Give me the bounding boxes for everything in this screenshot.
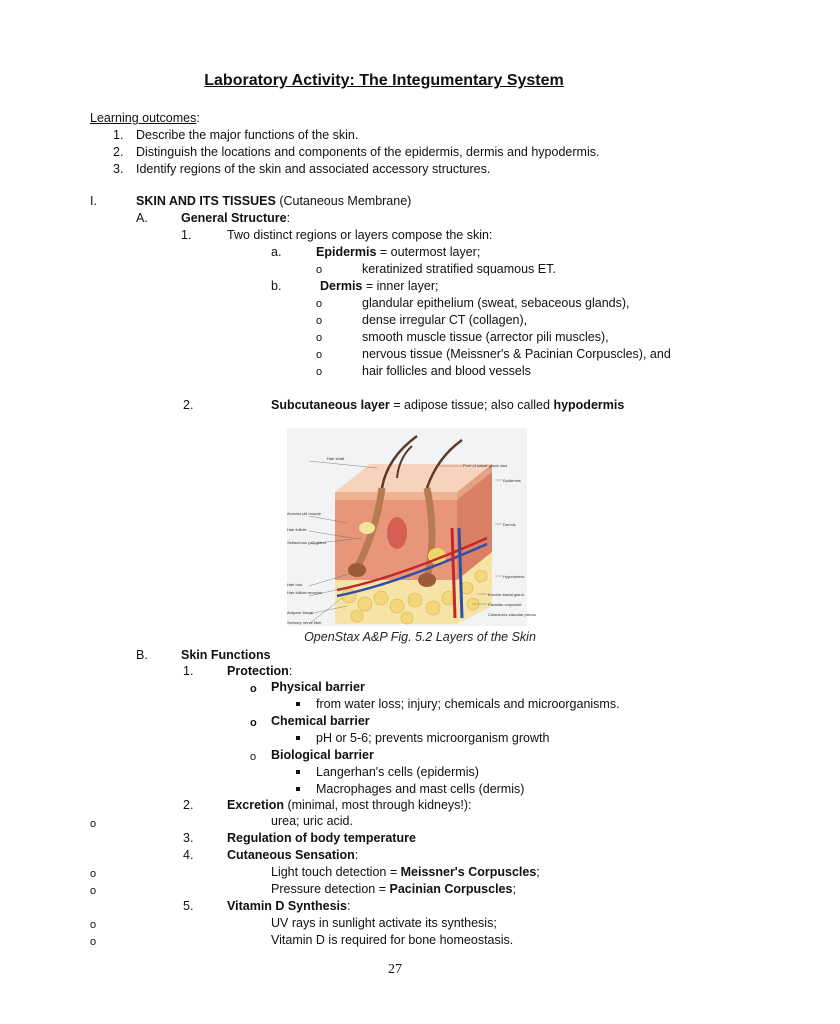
bullet-text: hair follicles and blood vessels [362,364,531,378]
square-bullet [296,770,300,774]
figure-label: Pacinian corpuscle [488,602,522,607]
figure-label: Sensory nerve fiber [287,620,322,625]
bullet-text: glandular epithelium (sweat, sebaceous glands), [362,296,630,310]
figure-label: Epidermis [503,478,521,483]
outcome-text: Identify regions of the skin and associated accessory structures. [136,162,491,176]
figure-label: Arrector pili muscle [287,511,322,516]
bullet-text: keratinized stratified squamous ET. [362,262,556,276]
bullet-circle: o [250,683,257,695]
epidermis-line: Epidermis = outermost layer; [316,245,481,259]
bullet-text: Macrophages and mast cells (dermis) [316,782,525,796]
bullet-circle: o [250,751,257,763]
function-excretion: Excretion (minimal, most through kidneys!): [227,798,472,812]
bullet-text: nervous tissue (Meissner's & Pacinian Corpuscles), and [362,347,671,361]
physical-barrier: Physical barrier [271,680,365,694]
bullet-text: Pressure detection = Pacinian Corpuscles; [271,882,516,896]
bullet-text: from water loss; injury; chemicals and microorganisms. [316,697,620,711]
section-heading: SKIN AND ITS TISSUES (Cutaneous Membrane) [136,194,412,208]
subsection-heading: General Structure: [181,211,291,225]
function-num: 5. [183,899,194,913]
figure-label: Adipose tissue [287,610,314,615]
function-vitamin-d: Vitamin D Synthesis: [227,899,351,913]
page-number: 27 [388,962,402,977]
bullet-text: Light touch detection = Meissner's Corpuscles; [271,865,540,879]
figure-label: Hair root [287,582,303,587]
function-num: 4. [183,848,194,862]
bullet-circle: o [250,717,257,729]
item-num: 2. [183,398,194,412]
figure-label: Eccrine sweat gland [488,592,524,597]
figure-label: Hair shaft [327,456,345,461]
outcome-num: 3. [113,162,124,176]
bullet-circle: o [90,919,97,931]
function-sensation: Cutaneous Sensation: [227,848,359,862]
subsection-letter: A. [136,211,148,225]
bullet-text: Langerhan's cells (epidermis) [316,765,479,779]
bullet-circle: o [316,298,323,310]
outcome-text: Distinguish the locations and components of the epidermis, dermis and hypodermis. [136,145,600,159]
dermis-line: Dermis = inner layer; [320,279,439,293]
item-letter: a. [271,245,282,259]
function-temperature: Regulation of body temperature [227,831,416,845]
bullet-circle: o [316,366,323,378]
subsection-heading: Skin Functions [181,648,271,662]
subsection-letter: B. [136,648,148,662]
bullet-text: UV rays in sunlight activate its synthesis; [271,916,497,930]
function-num: 2. [183,798,194,812]
page-title: Laboratory Activity: The Integumentary System [204,72,564,89]
item-text: Two distinct regions or layers compose the skin: [227,228,493,242]
bullet-text: dense irregular CT (collagen), [362,313,528,327]
figure-label: Hair follicle receptor [287,590,323,595]
bullet-text: pH or 5-6; prevents microorganism growth [316,731,550,745]
square-bullet [296,702,300,706]
skin-layers-figure [287,428,537,626]
function-protection: Protection: [227,664,293,678]
function-num: 1. [183,664,194,678]
bullet-circle: o [90,818,97,830]
figure-label: Cutaneous vascular plexus [488,612,537,617]
bullet-circle: o [316,349,323,361]
chemical-barrier: Chemical barrier [271,714,370,728]
bullet-circle: o [90,885,97,897]
figure-label: Pore of sweat gland duct [463,463,508,468]
learning-outcomes-heading: Learning outcomes: [90,111,200,125]
bullet-circle: o [316,264,323,276]
section-number: I. [90,194,97,208]
outcome-num: 2. [113,145,124,159]
bullet-circle: o [90,936,97,948]
bullet-text: urea; uric acid. [271,814,353,828]
bullet-circle: o [316,332,323,344]
bullet-text: smooth muscle tissue (arrector pili muscles), [362,330,609,344]
figure-label: Dermis [503,522,516,527]
item-num: 1. [181,228,192,242]
function-num: 3. [183,831,194,845]
bullet-circle: o [316,315,323,327]
outcome-num: 1. [113,128,124,142]
outcome-text: Describe the major functions of the skin. [136,128,359,142]
item-letter: b. [271,279,282,293]
figure-caption: OpenStax A&P Fig. 5.2 Layers of the Skin [304,630,536,644]
figure-label: Hair follicle [287,527,307,532]
figure-label: Hypodermis [503,574,525,579]
bullet-text: Vitamin D is required for bone homeostasis. [271,933,514,947]
bullet-circle: o [90,868,97,880]
subcutaneous-line: Subcutaneous layer = adipose tissue; also called hypodermis [271,398,625,412]
square-bullet [296,736,300,740]
biological-barrier: Biological barrier [271,748,374,762]
figure-label: Sebaceous (oil) gland [287,540,326,545]
square-bullet [296,787,300,791]
